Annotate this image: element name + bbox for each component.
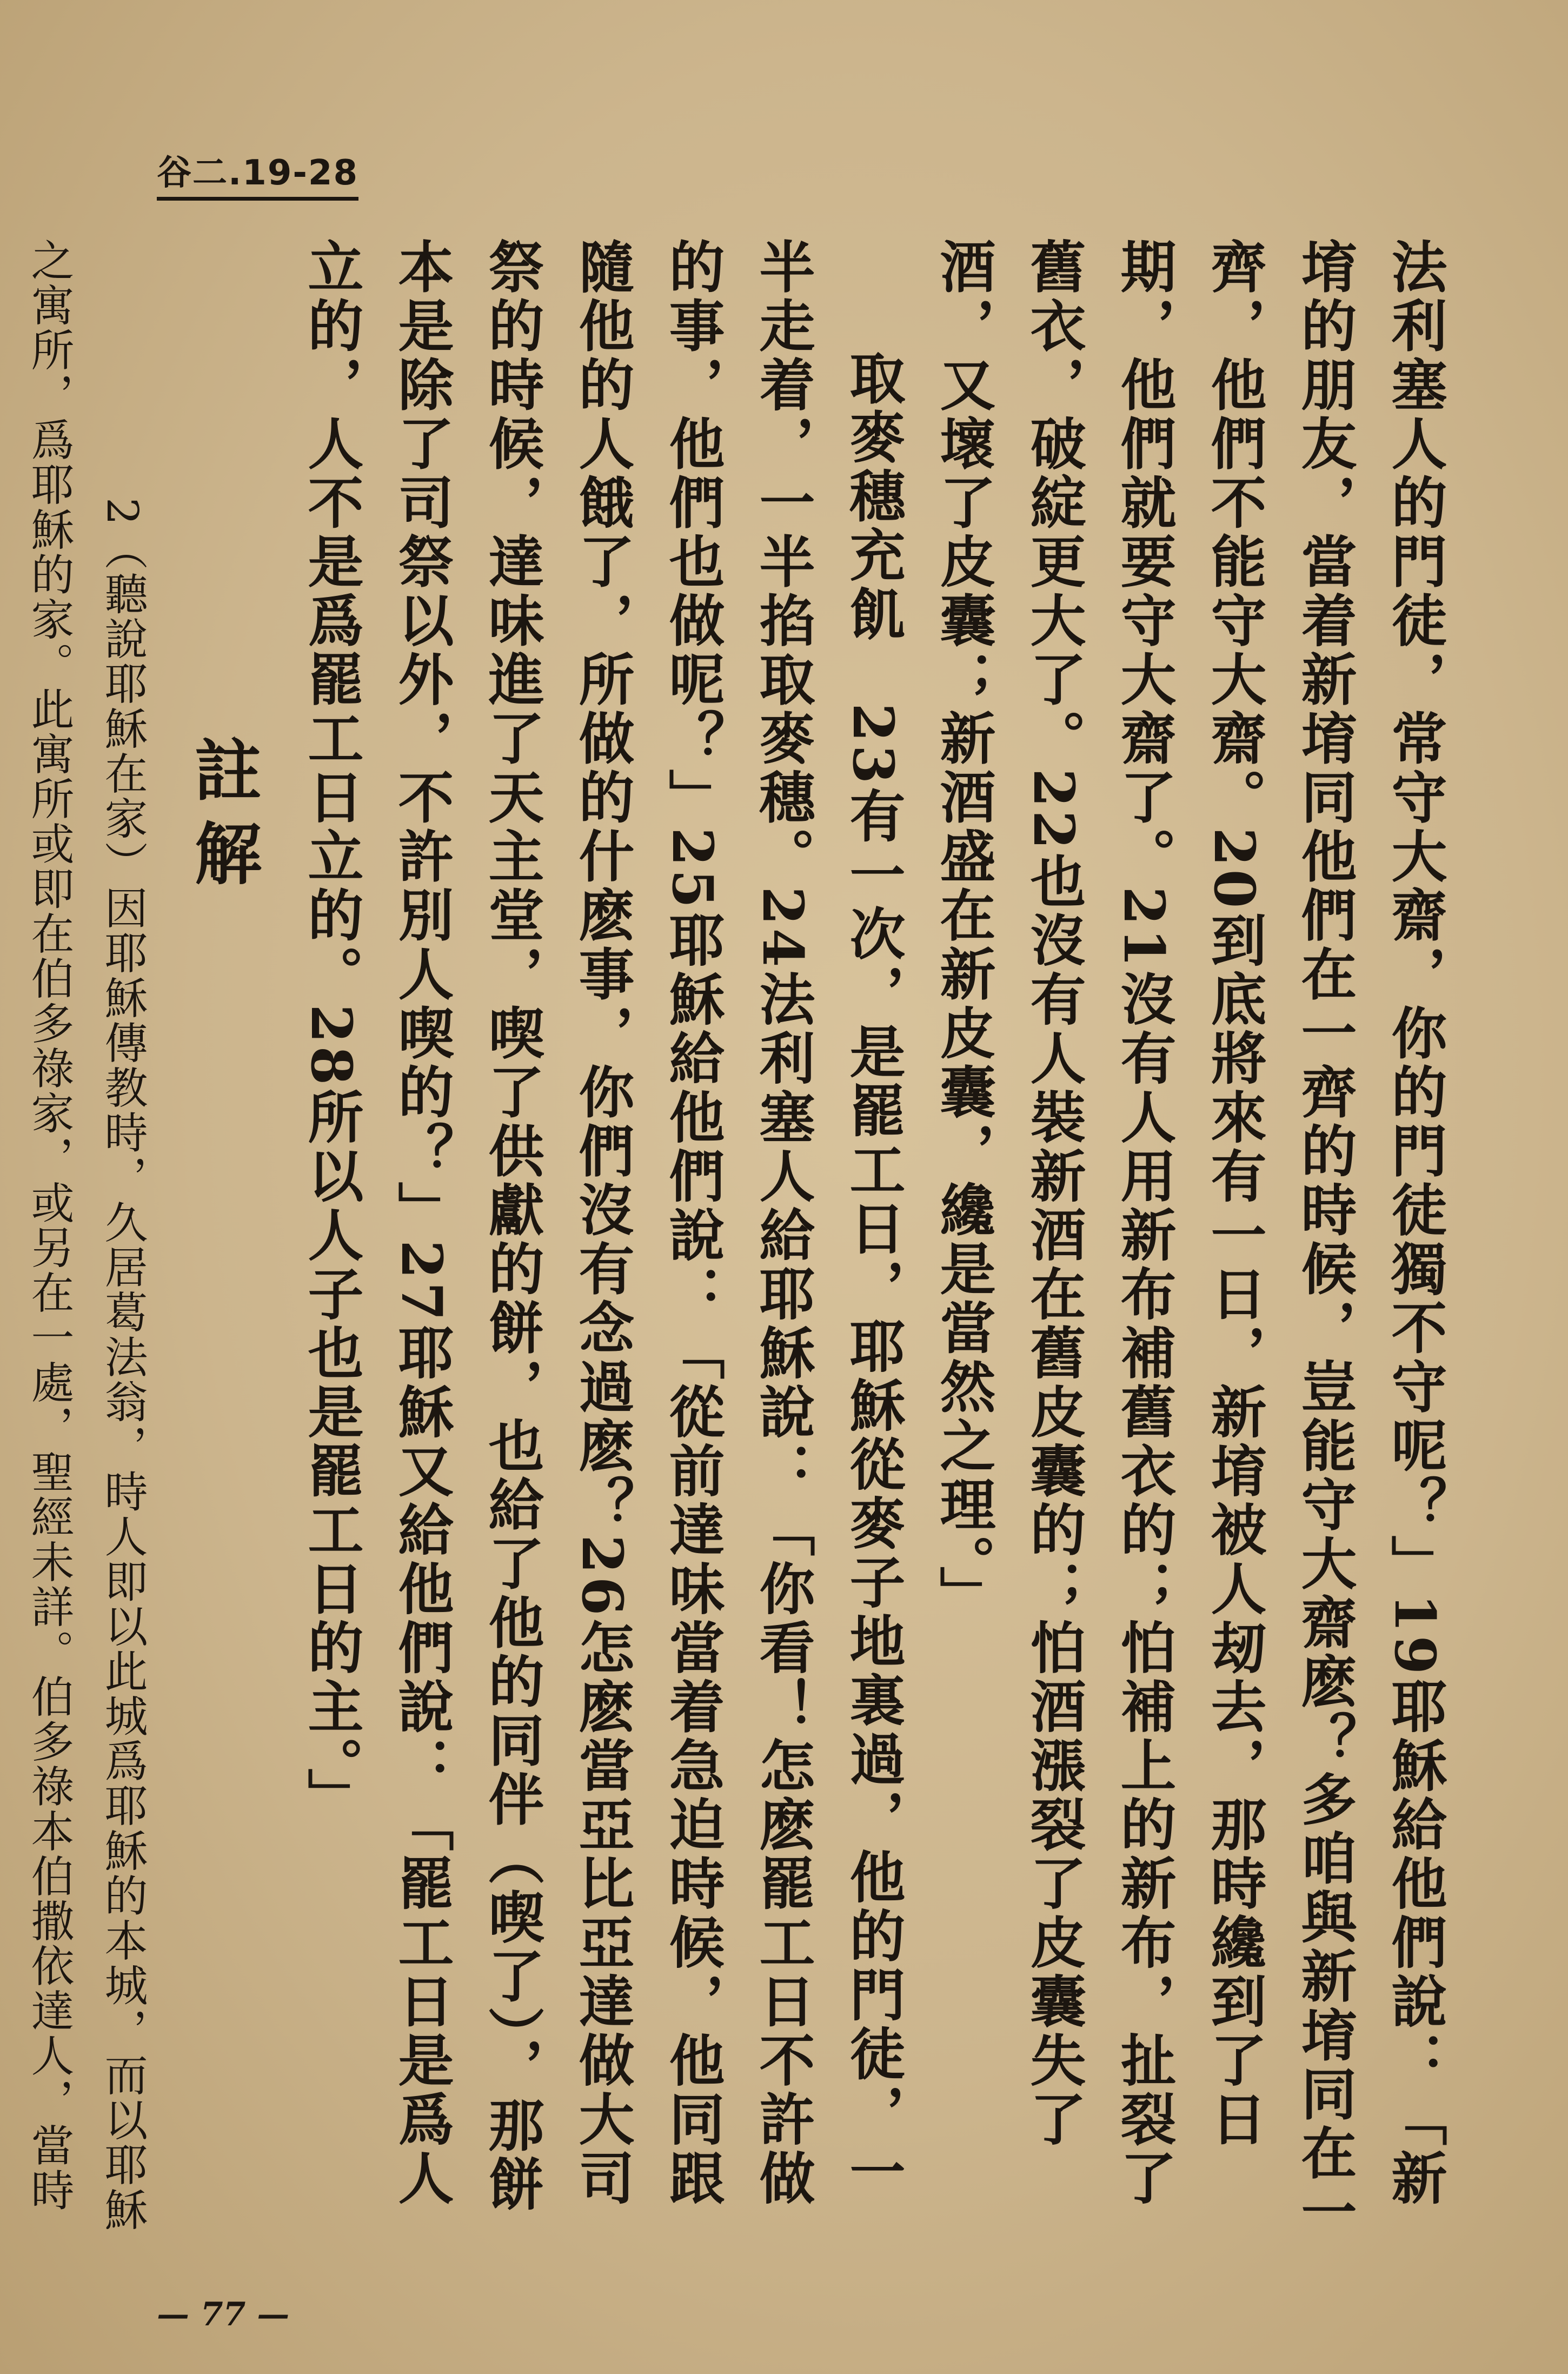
notes-heading: 註解 [183,735,262,902]
page-number: — 77 — [157,2296,290,2333]
page-header: 谷二.19-28 [157,145,358,201]
paragraph: 法利塞人的門徒，常守大齋，你的門徒獨不守呢？」19耶穌給他們說：「新堉的朋友，當着新堉同他們在一齊的時候，豈能守大齋麽？多咱與新堉同在一齊，他們不能守大齋。20到底將來有一日，新堉被人刼去，那時纔到了日期，他們就要守大齋了。21沒有人用新布補舊衣的；怕補上的新布，扯裂了舊衣，破綻更大了。22也沒有人裝新酒在舊皮囊的；怕酒漲裂了皮囊失了酒，又壞了皮囊；新酒盛在新皮囊，纔是當然之理。」 [931,238,1447,2242]
notes-text: 2（聽說耶穌在家）因耶穌傳教時，久居葛法翁，時人即以此城爲耶穌的本城，而以耶穌之寓所，爲耶穌的家。此寓所或即在伯多祿家，或另在一處，聖經未詳。伯多祿本伯撒依達人，當時 [24,238,148,2232]
paragraph: 取麥穗充飢 23有一次，是罷工日，耶穌從麥子地裏過，他的門徒，一半走着，一半掐取麥穗。24法利塞人給耶穌說：「你看！怎麽罷工日不許做的事，他們也做呢？」25耶穌給他們說：「從前達味當着急迫時候，他同跟隨他的人餓了，所做的什麽事，你們沒有念過麽？26怎麽當亞比亞達做大司祭的時候，達味進了天主堂，喫了供獻的餅，也給了他的同伴（喫了），那餅本是除了司祭以外，不許別人喫的？」27耶穌又給他們說：「罷工日是爲人立的，人不是爲罷工日立的。28所以人子也是罷工日的主。」 [298,238,906,2214]
text-body [24,238,1460,2250]
